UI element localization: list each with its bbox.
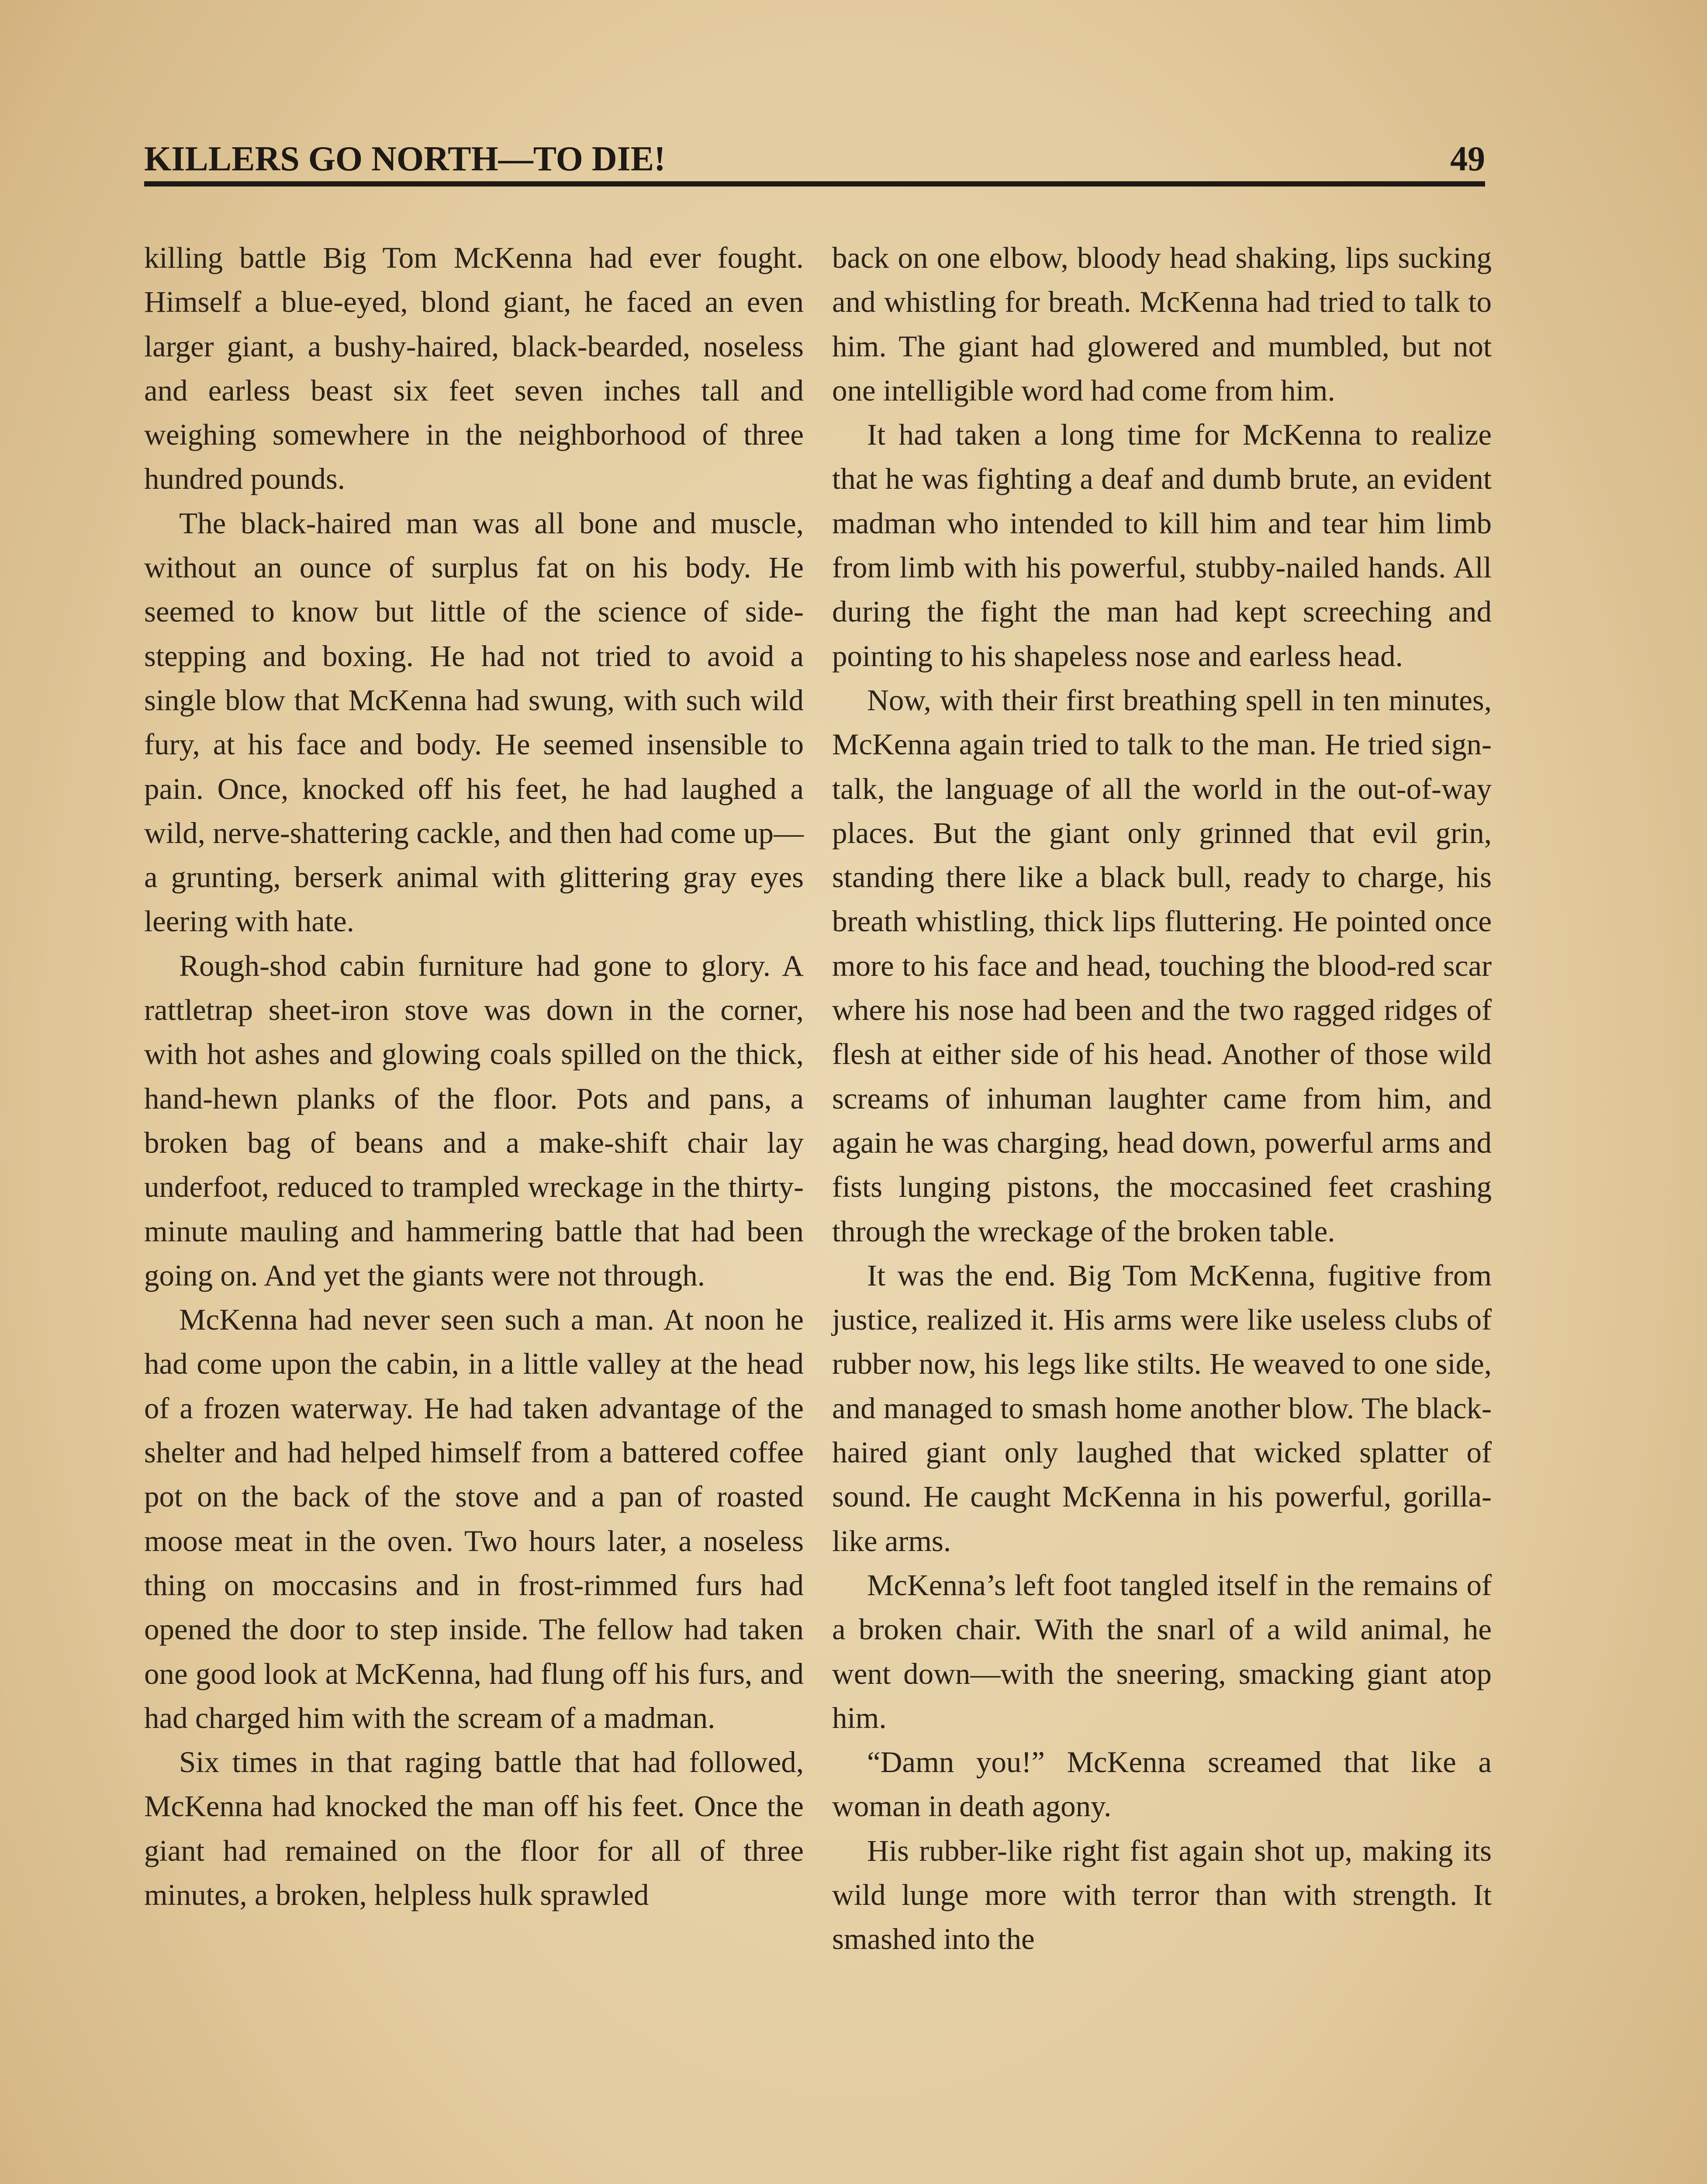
paragraph: Rough-shod cabin furniture had gone to glory. A rattletrap sheet-iron stove was down in the corner, with hot ashes and glowing coals spilled on the thick, hand-hewn planks of the floor. Pots and pans, a broken bag of beans and a make-shift chair lay underfoot, reduced to trampled wreckage in the thirty-minute mauling and hammering battle that had been going on. And yet the giants were not through. [144,949,804,1292]
running-header [144,131,1485,179]
paragraph: It was the end. Big Tom McKenna, fugitive from justice, realized it. His arms were like useless clubs of rubber now, his legs like stilts. He weaved to one side, and managed to smash home another blow. The black-haired giant only laughed that wicked splatter of sound. He caught McKenna in his powerful, gorilla-like arms. [832,1258,1492,1558]
paragraph: Now, with their first breathing spell in ten minutes, McKenna again tried to talk to the man. He tried sign-talk, the language of all the world in the out-of-way places. But the giant only grinned that evil grin, standing there like a black bull, ready to charge, his breath whistling, thick lips fluttering. He pointed once more to his face and head, touching the blood-red scar where his nose had been and the two ragged ridges of flesh at either side of his head. Another of those wild screams of inhuman laughter came from him, and again he was charging, head down, powerful arms and fists lunging pistons, the moccasined feet crashing through the wreckage of the broken table. [832,683,1492,1248]
paragraph: The black-haired man was all bone and muscle, without an ounce of surplus fat on his body. He seemed to know but little of the science of side-stepping and boxing. He had not tried to avoid a single blow that McKenna had swung, with such wild fury, at his face and body. He seemed insensible to pain. Once, knocked off his feet, he had laughed a wild, nerve-shattering cackle, and then had come up—a grunting, berserk animal with glittering gray eyes leering with hate. [144,506,804,938]
paragraph: McKenna’s left foot tangled itself in the remains of a broken chair. With the snarl of a wild animal, he went down—with the sneering, smacking giant atop him. [832,1568,1492,1735]
header-rule [144,181,1485,187]
paragraph: killing battle Big Tom McKenna had ever fought. Himself a blue-eyed, blond giant, he faced an even larger giant, a bushy-haired, black-bearded, noseless and earless beast six feet seven inches tall and weighing somewhere in the neighborhood of three hundred pounds. [144,241,804,496]
running-title: KILLERS GO NORTH—TO DIE! [144,140,666,178]
left-column [144,236,804,1917]
page-number: 49 [1450,140,1485,178]
paragraph: Six times in that raging battle that had followed, McKenna had knocked the man off his feet. Once the giant had remained on the floor for all of three minutes, a broken, helpless hulk sprawled [144,1745,804,1911]
paragraph: “Damn you!” McKenna screamed that like a woman in death agony. [832,1745,1492,1823]
right-column [832,236,1492,1962]
paragraph: It had taken a long time for McKenna to realize that he was fighting a deaf and dumb brute, an evident madman who intended to kill him and tear him limb from limb with his powerful, stubby-nailed hands. All during the fight the man had kept screeching and pointing to his shapeless nose and earless head. [832,418,1492,673]
paragraph: McKenna had never seen such a man. At noon he had come upon the cabin, in a little valley at the head of a frozen waterway. He had taken advantage of the shelter and had helped himself from a battered coffee pot on the back of the stove and a pan of roasted moose meat in the oven. Two hours later, a noseless thing on moccasins and in frost-rimmed furs had opened the door to step inside. The fellow had taken one good look at McKenna, had flung off his furs, and had charged him with the scream of a madman. [144,1303,804,1735]
paragraph: back on one elbow, bloody head shaking, lips sucking and whistling for breath. McKenna had tried to talk to him. The giant had glowered and mumbled, but not one intelligible word had come from him. [832,241,1492,407]
paragraph: His rubber-like right fist again shot up, making its wild lunge more with terror than with strength. It smashed into the [832,1834,1492,1956]
